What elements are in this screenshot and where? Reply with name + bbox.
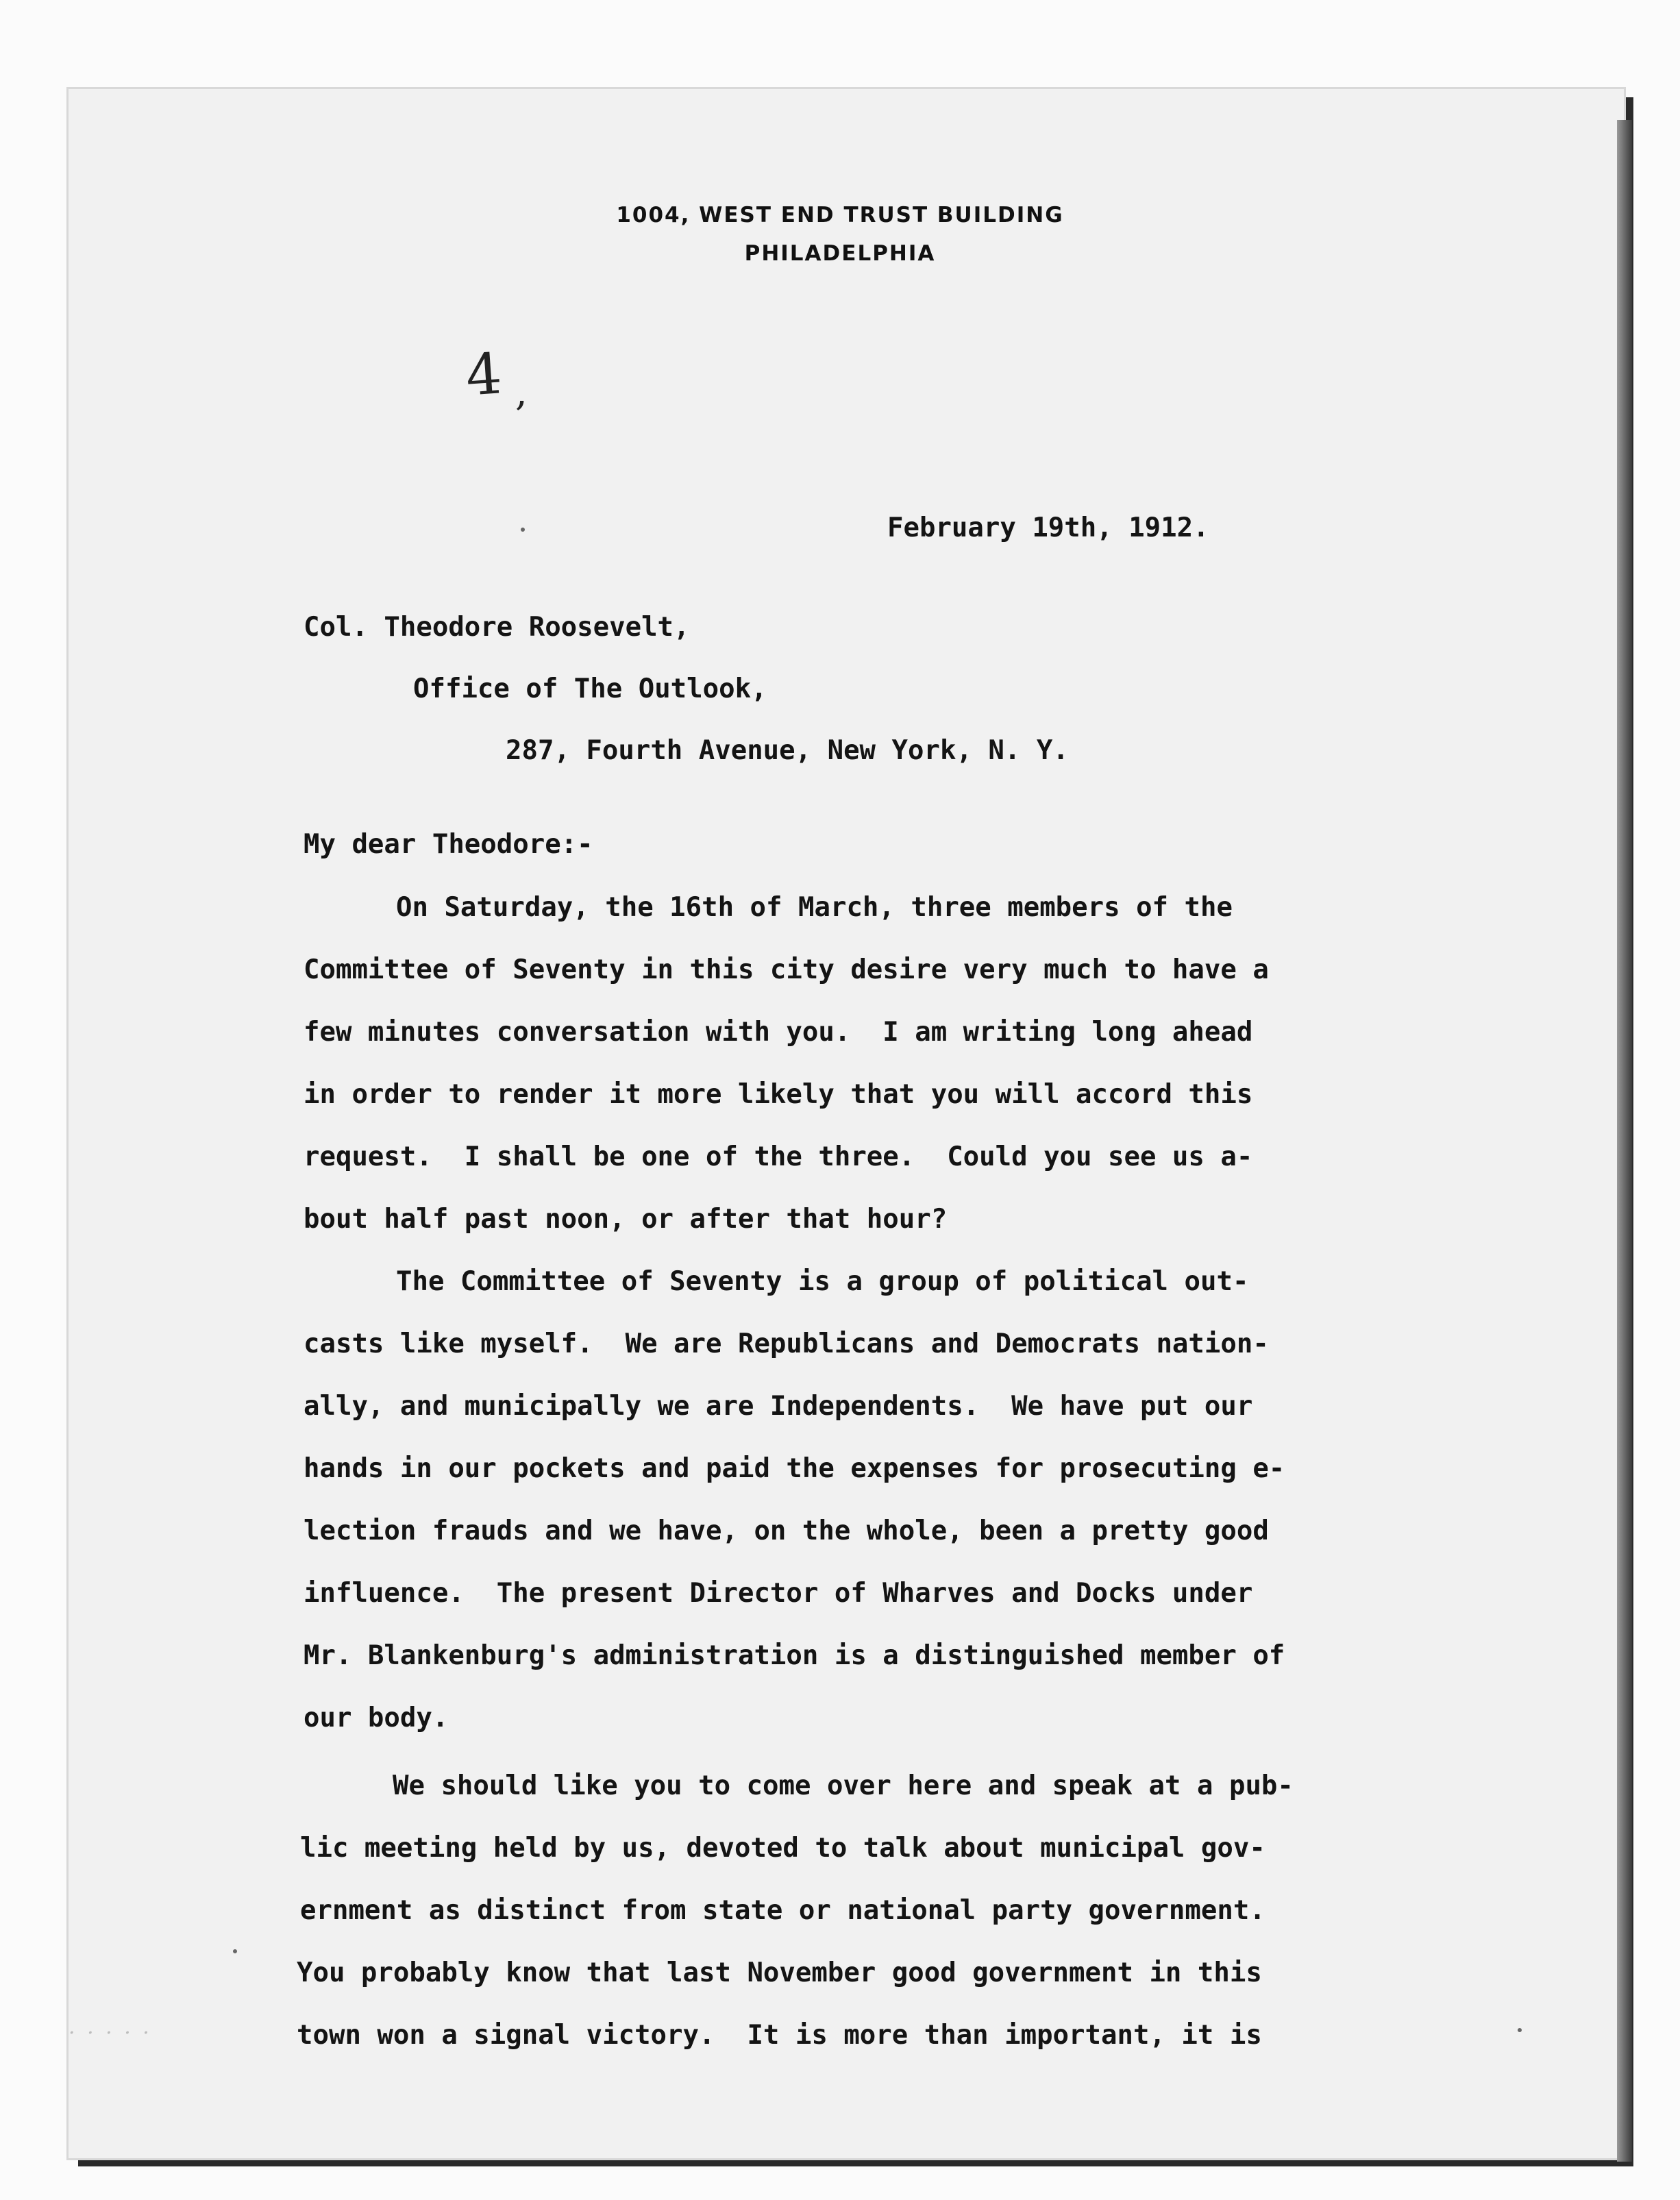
scan-speck xyxy=(233,1949,237,1953)
body-line: in order to render it more likely that you will accord this xyxy=(304,1079,1253,1110)
body-line: You probably know that last November good government in this xyxy=(297,1957,1262,1988)
body-line: Mr. Blankenburg's administration is a distinguished member of xyxy=(304,1640,1285,1671)
body-line: Committee of Seventy in this city desire very much to have a xyxy=(304,954,1269,985)
handwritten-page-number: 4 xyxy=(463,341,504,409)
body-line: The Committee of Seventy is a group of political out- xyxy=(396,1266,1249,1297)
body-line: We should like you to come over here and speak at a pub- xyxy=(393,1770,1294,1801)
body-line: influence. The present Director of Wharves and Docks under xyxy=(304,1578,1253,1609)
recipient-street: 287, Fourth Avenue, New York, N. Y. xyxy=(506,735,1069,766)
body-line: hands in our pockets and paid the expenses for prosecuting e- xyxy=(304,1453,1285,1484)
recipient-office: Office of The Outlook, xyxy=(413,673,767,704)
sheet-shadow-edge xyxy=(1617,120,1632,2162)
scan-speck xyxy=(521,528,525,532)
body-line: On Saturday, the 16th of March, three members of the xyxy=(396,892,1233,923)
body-line: ally, and municipally we are Independents. We have put our xyxy=(304,1391,1253,1422)
body-line: lection frauds and we have, on the whole, been a pretty good xyxy=(304,1516,1269,1546)
recipient-name: Col. Theodore Roosevelt, xyxy=(304,612,690,643)
letter-date: February 19th, 1912. xyxy=(887,512,1209,543)
body-line: request. I shall be one of the three. Could you see us a- xyxy=(304,1141,1253,1172)
body-line: town won a signal victory. It is more than important, it is xyxy=(297,2020,1262,2051)
letterhead-address: 1004, WEST END TRUST BUILDING xyxy=(616,203,1064,227)
body-line: ernment as distinct from state or national party government. xyxy=(300,1895,1265,1926)
faint-margin-marks: · · · · · xyxy=(69,2021,152,2045)
letterhead-city: PHILADELPHIA xyxy=(744,241,936,266)
salutation: My dear Theodore:- xyxy=(304,829,593,860)
scan-speck xyxy=(1518,2028,1522,2032)
body-line: bout half past noon, or after that hour? xyxy=(304,1204,948,1235)
body-line: few minutes conversation with you. I am writing long ahead xyxy=(304,1017,1253,1048)
body-line: our body. xyxy=(304,1703,449,1733)
body-line: lic meeting held by us, devoted to talk about municipal gov- xyxy=(300,1833,1265,1864)
handwritten-mark: , xyxy=(515,370,528,415)
body-line: casts like myself. We are Republicans and Democrats nation- xyxy=(304,1328,1269,1359)
